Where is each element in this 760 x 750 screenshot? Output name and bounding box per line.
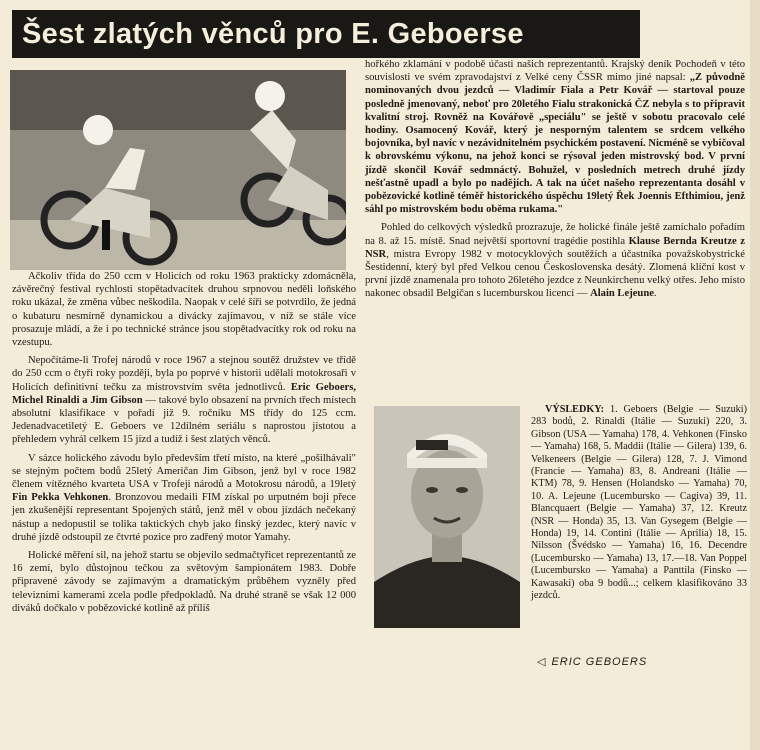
motocross-photo: [10, 70, 346, 270]
headline: Šest zlatých věnců pro E. Geboerse: [12, 10, 640, 58]
left-paragraph-1: Ačkoliv třída do 250 ccm v Holicích od roku 1963 prakticky zdomácněla, závěrečný festival rychlosti stopětadvacítek druhou srpnovou neděli loňského roku ukázal, že změna vůbec neškodila. Naopak v celé šíři se potvrdilo, že jedná o kubaturu nesmírně dynamickou a divácky zajímavou, v níž se stále více prosazuje mládí, a že i po technické stránce jsou stopětadvacítky rok od roku na vzestupu.: [12, 271, 356, 349]
left-paragraph-2-text: Nepočítáme-li Trofej národů v roce 1967 a stejnou soutěž družstev ve třídě do 250 ccm o čtyři roky později, byla po poprvé v historii udělali motokrosaři v Holicích definitivní tečku za mistrovstvím světa jednotlivců.: [12, 355, 356, 393]
right-column: [365, 58, 745, 306]
caption-text: ERIC GEBOERS: [551, 656, 648, 668]
triangle-left-icon: ◁: [537, 656, 547, 668]
right-paragraph-2-bold: Klause Bernda Kreutze z NSR: [365, 235, 745, 260]
results-box: [531, 404, 747, 608]
page-margin: [750, 0, 760, 750]
left-paragraph-2: [12, 354, 356, 446]
portrait-photo: [374, 406, 520, 628]
right-paragraph-1-text: hořkého zklamání v podobě účasti našich reprezentantů. Krajský deník Pochodeň v této souvislosti ve svém zpravodajství z Velké ceny ČSSR mimo jiné napsal:: [365, 59, 745, 84]
portrait-caption: [537, 655, 647, 668]
results-list: 1. Geboers (Belgie — Suzuki) 283 bodů, 2. Rinaldi (Itálie — Suzuki) 220, 3. Gibson (USA — Yamaha) 178, 4. Vehkonen (Finsko — Yamaha) 168, 5. Maddii (Itálie — Gilera) 139, 6. Velkeneers (Belgie — Gilera) 128, 7. J. Vimond (Francie — Yamaha) 83, 8. Andreani (Itálie — KTM) 78, 9. Hensen (Holandsko — Yamaha) 70, 10. A. Lejeune (Lucembursko — Cagiva) 39, 11. Blancquaert (Belgie — Yamaha) 37, 12. Kreutz (NSR — Honda) 35, 13. Van Gysegem (Belgie — Honda) 19, 14. Contini (Itálie — Aprilia) 18, 15. Nilsson (Švédsko — Yamaha) 16, 16. Decendre (Lucembursko — Yamaha) 13, 17.—18. Van Poppel (Lucembursko — Yamaha) a Panttila (Finsko — Kawasaki) oba 9 bodů...; celkem klasifikováno 33 jezdců.: [531, 404, 747, 602]
left-paragraph-3: [12, 452, 356, 544]
right-paragraph-2-text-mid: , mistra Evropy 1982 v motocyklových soutěžích a účastníka považskobystrické Šestidenní, který byl před Velkou cenou Československa desátý. Zlomená klíční kost v první jízdě znamenala pro tohoto 26letého jezdce z Neunkirchenu velký otřes. Jeho místo nakonec obsadil Belgičan s lucemburskou licencí —: [365, 248, 745, 300]
right-paragraph-2-text-end: .: [653, 288, 657, 300]
left-paragraph-2-bold: Eric Geboers, Michel Rinaldi a Jim Gibson: [12, 381, 356, 406]
right-paragraph-2-bold-end: Alain Lejeune: [590, 288, 654, 300]
left-column: [12, 270, 356, 620]
left-paragraph-3-bold: Fin Pekka Vehkonen: [12, 492, 109, 504]
right-paragraph-2-text: Pohled do celkových výsledků prozrazuje, že holické finále ještě zamíchalo pořadím na 8. až 15. místě. Snad největší sportovní tragédie postihla: [365, 222, 745, 247]
right-paragraph-2: [365, 221, 745, 300]
right-paragraph-1-quote: „Z původně nominovaných dvou jezdců — Vladimír Fiala a Petr Kovář — startoval pouze posledně jmenovaný, neboť pro 20letého Fialu strakonická ČZ nebyla s to připravit kvalitní stroj. Rovněž na Kovářově „speciálu" se ještě v sobotu pracovalo celé hodiny. Osamocený Kovář, který je nesporným talentem se srdcem velkého bojovníka, byl navíc v nezávidnitelném psychickém postavení. Nicméně se vybičoval k obrovskému výkonu, na jehož konci se rýsoval jeden mistrovský bod. V první jízdě skončil Kovář sedmnáctý. Bohužel, v posledních metrech druhé jízdy nešťastně upadl a bylo po nadějích. A tak na účet našeho reprezentanta dosáhl v pobězovické kotlině téměř historického úspěchu 19letý Řek Joennis Efthimiou, jenž sáhl po mistrovském bodu oběma rukama.": [365, 72, 745, 216]
left-paragraph-3-text: V sázce holického závodu bylo především třetí místo, na které „pošilhávali" se stejným počtem bodů 25letý Američan Jim Gibson, jenž byl v roce 1982 členem vítězného kvarteta USA v Trofeji národů a Motokrosu národů, a 19letý: [12, 452, 356, 491]
results-text: [531, 404, 747, 603]
results-label: VÝSLEDKY:: [545, 404, 605, 415]
left-paragraph-4: Holické měření sil, na jehož startu se objevilo sedmačtyřicet reprezentantů ze 16 zemí, bylo důstojnou tečkou za světovým šampionátem 1983. Dobře připravené závody se zajímavým a dramatickým průběhem vyzněly před televizními kamerami zcela podle předpokladů. Na druhé straně se však 12 000 diváků dočkalo v pobězovické kotlině až příliš: [12, 550, 356, 614]
left-paragraph-2-text-end: — takové bylo obsazení na prvních třech místech absolutní klasifikace v pořadí již 9. ročníku MS třídy do 125 ccm. Jedenadvacetiletý E. Geboers ve 12dílném seriálu s naprostou jistotou a přehledem vyhrál celkem 15 jízd a tudíž i šest zlatých věnců.: [12, 394, 356, 446]
left-paragraph-3-text-end: . Bronzovou medaili FIM získal po urputném boji přece jen zkušenější representant Spojených států, jenž měl v obou jízdách nečekaný nástup a nedopustil se tolika taktických chyb jako finský jezdec, který navíc v druhé jízdě odstoupil ze čtvrté pozice pro zadřený motor Yamahy.: [12, 492, 356, 543]
right-paragraph-1: [365, 58, 745, 216]
